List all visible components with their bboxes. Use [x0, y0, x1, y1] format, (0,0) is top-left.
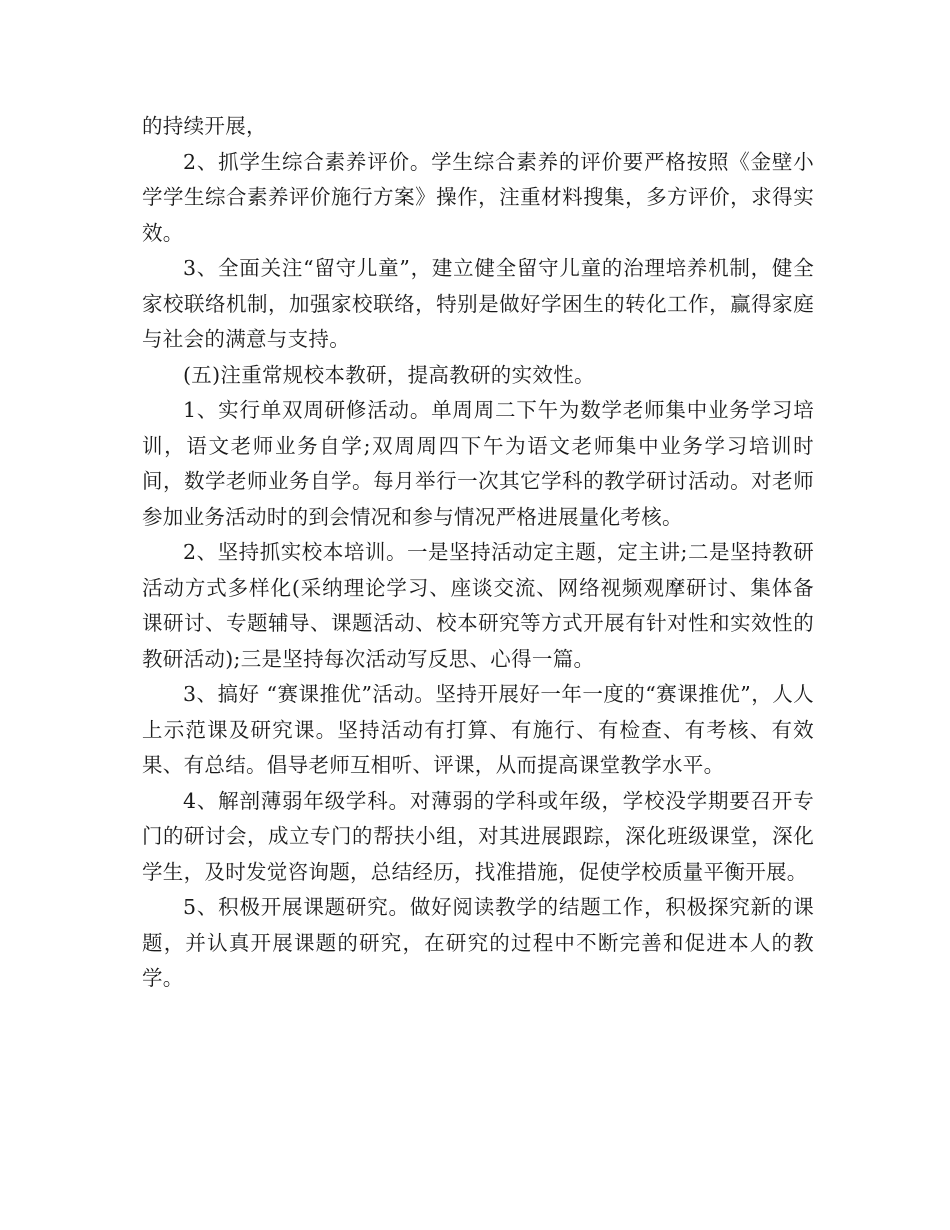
paragraph-item-5-research-projects: 5、积极开展课题研究。做好阅读教学的结题工作，积极探究新的课题，并认真开展课题的研究，在研究的过程中不断完善和促进本人的教学。: [142, 895, 814, 990]
paragraph-item-2-evaluation: 2、抓学生综合素养评价。学生综合素养的评价要严格按照《金壁小学学生综合素养评价施行方案》操作，注重材料搜集，多方评价，求得实效。: [142, 149, 814, 245]
section-heading-5: (五)注重常规校本教研，提高教研的实效性。: [183, 362, 595, 387]
paragraph-item-2-school-training: 2、坚持抓实校本培训。一是坚持活动定主题，定主讲;二是坚持教研活动方式多样化(采纳理论学习、座谈交流、网络视频观摩研讨、集体备课研讨、专题辅导、课题活动、校本研究等方式开展有针对性和实效性的教研活动);三是坚持每次活动写反思、心得一篇。: [142, 540, 814, 671]
document-body: [142, 109, 814, 997]
paragraph-item-1-study-activities: 1、实行单双周研修活动。单周周二下午为数学老师集中业务学习培训，语文老师业务自学;双周周四下午为语文老师集中业务学习培训时间，数学老师业务自学。每月举行一次其它学科的教学研讨活动。对老师参加业务活动时的到会情况和参与情况严格进展量化考核。: [142, 398, 814, 529]
paragraph-continuation: 的持续开展，: [142, 114, 267, 138]
paragraph-item-3-lesson-contest: 3、搞好 “赛课推优”活动。坚持开展好一年一度的“赛课推优”，人人上示范课及研究课。坚持活动有打算、有施行、有检查、有考核、有效果、有总结。倡导老师互相听、评课，从而提高课堂教学水平。: [142, 682, 814, 777]
paragraph-item-3-left-behind-children: 3、全面关注“留守儿童”，建立健全留守儿童的治理培养机制，健全家校联络机制，加强家校联络，特别是做好学困生的转化工作，赢得家庭与社会的满意与支持。: [142, 256, 814, 351]
paragraph-item-4-weak-subjects: 4、解剖薄弱年级学科。对薄弱的学科或年级，学校没学期要召开专门的研讨会，成立专门的帮扶小组，对其进展跟踪，深化班级课堂，深化学生，及时发觉咨询题，总结经历，找准措施，促使学校质量平衡开展。: [142, 788, 814, 884]
